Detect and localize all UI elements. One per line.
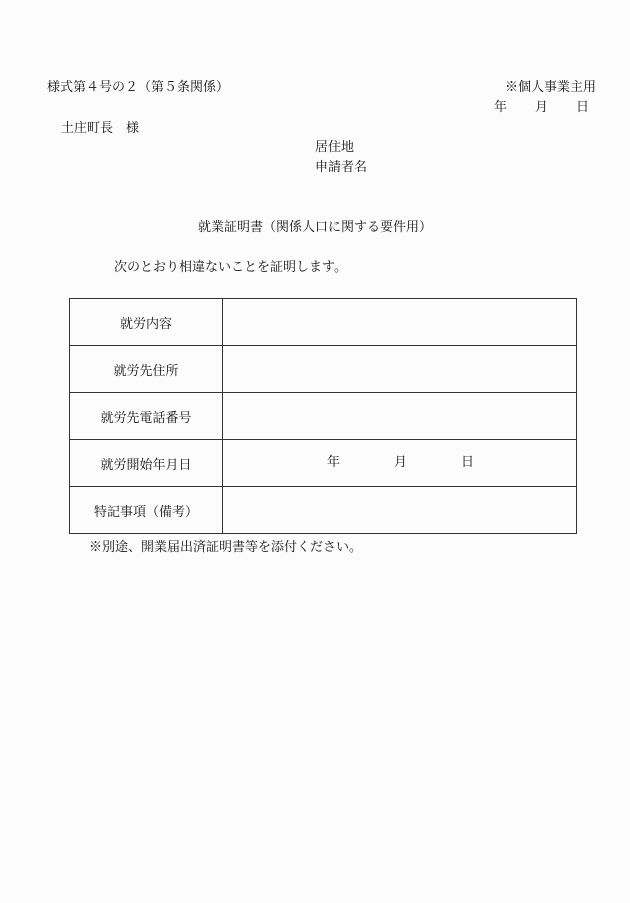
field-remarks[interactable] [223, 487, 577, 534]
table-row [70, 346, 577, 393]
issue-date [494, 100, 589, 116]
start-date-year-label: 年 [327, 455, 341, 470]
row-label-work-phone: 就労先電話番号 [70, 393, 223, 440]
table-row [70, 440, 577, 487]
start-date-day-label: 日 [461, 455, 475, 470]
form-number: 様式第４号の２（第５条関係） [47, 80, 230, 95]
start-date-month-label: 月 [394, 455, 408, 470]
field-work-phone[interactable] [223, 393, 577, 440]
row-label-work-address: 就労先住所 [70, 346, 223, 393]
table-row [70, 299, 577, 346]
applicant-name-label: 申請者名 [315, 160, 368, 175]
certification-statement: 次のとおり相違ないことを証明します。 [114, 260, 347, 275]
date-day-label: 日 [576, 100, 590, 115]
row-label-remarks: 特記事項（備考） [70, 487, 223, 534]
addressee: 土庄町長 様 [61, 121, 140, 136]
attachment-footnote: ※別途、開業届出済証明書等を添付ください。 [89, 540, 363, 555]
table-row [70, 393, 577, 440]
usage-note: ※個人事業主用 [504, 80, 596, 95]
field-work-address[interactable] [223, 346, 577, 393]
field-start-date[interactable] [223, 440, 577, 487]
certificate-table [69, 298, 577, 534]
residence-label: 居住地 [315, 140, 355, 155]
field-work-content[interactable] [223, 299, 577, 346]
table-row [70, 487, 577, 534]
row-label-work-content: 就労内容 [70, 299, 223, 346]
document-title: 就業証明書（関係人口に関する要件用） [197, 220, 432, 235]
date-month-label: 月 [535, 100, 549, 115]
date-year-label: 年 [494, 100, 508, 115]
row-label-start-date: 就労開始年月日 [70, 440, 223, 487]
